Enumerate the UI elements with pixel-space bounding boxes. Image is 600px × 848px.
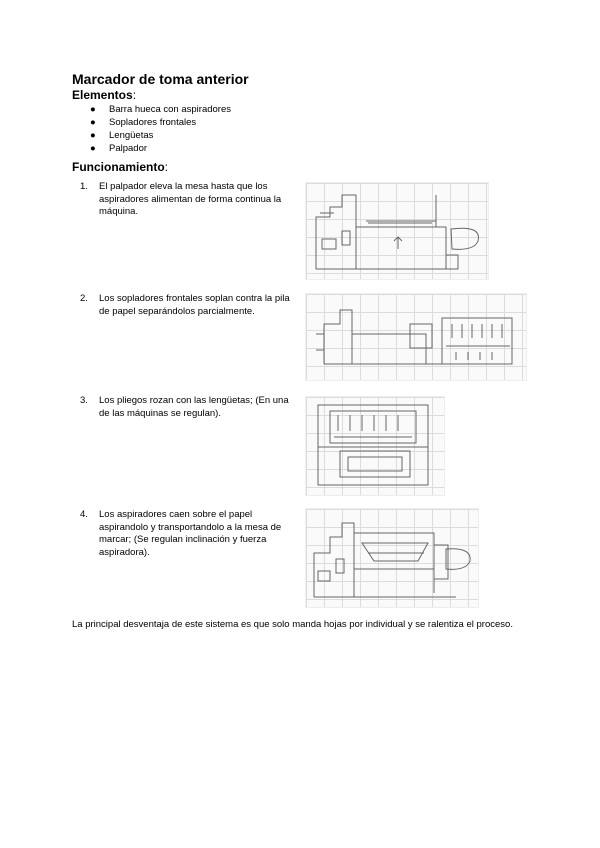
step-text: Los sopladores frontales soplan contra la pila de papel separándolos parcialmente.: [99, 293, 290, 317]
step-number: 2.: [80, 293, 88, 304]
sketch-image-1: [305, 182, 489, 280]
list-item-label: Sopladores frontales: [109, 117, 197, 128]
funcionamiento-heading-text: Funcionamiento: [72, 160, 165, 174]
conclusion-paragraph: La principal desventaja de este sistema es que solo manda hojas por individual y se ralentiza el proceso.: [72, 619, 513, 630]
step-2: [80, 293, 300, 318]
elementos-heading: [72, 88, 136, 102]
step-number: 1.: [80, 181, 88, 192]
bullet-icon: ●: [90, 143, 96, 154]
list-item-label: Lengüetas: [109, 130, 154, 141]
list-item-label: Palpador: [109, 143, 148, 154]
list-item: [72, 129, 231, 142]
step-1: [80, 181, 300, 219]
step-3: [80, 395, 300, 420]
list-item-label: Barra hueca con aspiradores: [109, 104, 231, 115]
step-number: 3.: [80, 395, 88, 406]
list-item: [72, 116, 231, 129]
bullet-icon: ●: [90, 130, 96, 141]
elementos-list: [72, 103, 231, 155]
list-item: [72, 142, 231, 155]
bullet-icon: ●: [90, 117, 96, 128]
step-4: [80, 509, 300, 559]
page-title: Marcador de toma anterior: [72, 71, 249, 87]
step-number: 4.: [80, 509, 88, 520]
step-text: Los pliegos rozan con las lengüetas; (En una de las máquinas se regulan).: [99, 395, 289, 419]
elementos-heading-colon: :: [132, 88, 137, 102]
elementos-heading-text: Elementos: [72, 88, 133, 102]
list-item: [72, 103, 231, 116]
step-text: El palpador eleva la mesa hasta que los aspiradores alimentan de forma continua la máquina.: [99, 181, 282, 217]
funcionamiento-heading: [72, 160, 168, 174]
sketch-image-3: [305, 396, 445, 496]
funcionamiento-heading-colon: :: [164, 160, 169, 174]
sketch-image-2: [305, 293, 527, 381]
sketch-image-4: [305, 508, 479, 608]
bullet-icon: ●: [90, 104, 96, 115]
step-text: Los aspiradores caen sobre el papel aspirandolo y transportandolo a la mesa de marcar; (Se regulan inclinación y fuerza aspiradora).: [99, 509, 282, 558]
